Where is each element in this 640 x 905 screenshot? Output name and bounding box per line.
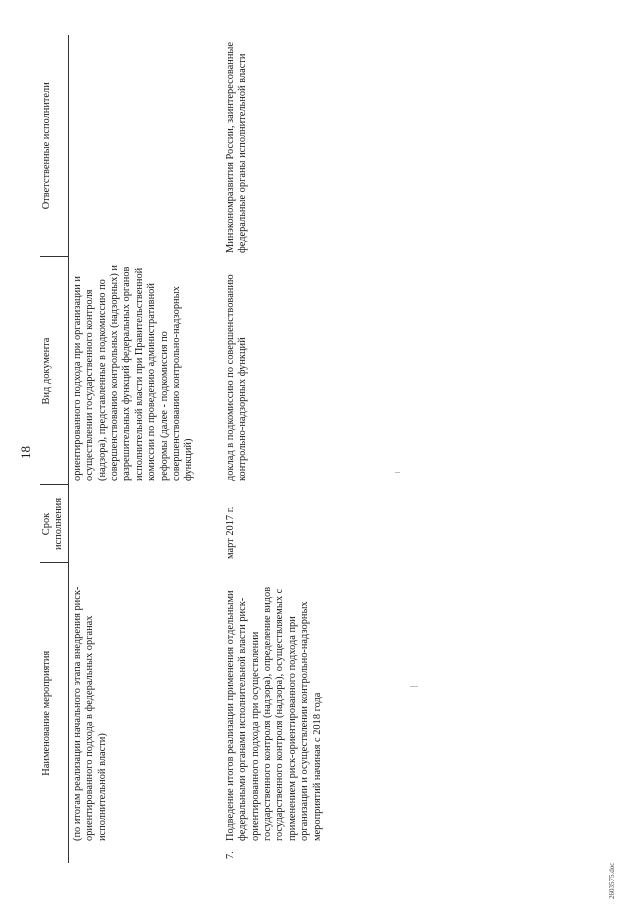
header-responsible: Ответственные исполнители bbox=[40, 35, 68, 257]
cell-doc-type: ориентированного подхода при организации и осуществлении государственного контроля (надзора), представленные в подкомиссию по совершенствованию контрольных (надзорных) и разрешительных функций федеральных органов исполнительной власти при Правительственной комиссии по проведению административной реформы (далее - подкомиссия по совершенствованию контрольно-надзорных функций) bbox=[71, 265, 195, 481]
scan-speck bbox=[410, 686, 418, 687]
cell-responsible: Минэкономразвития России, заинтересованные федеральные органы исполнительной власти bbox=[224, 42, 249, 253]
row-name: (по итогам реализации начального этапа внедрения риск-ориентированного подхода в федеральных органах исполнительной власти) bbox=[71, 586, 108, 841]
header-deadline: Срок исполнения bbox=[40, 485, 68, 563]
row-number: 7. bbox=[224, 851, 236, 859]
row-number bbox=[72, 841, 109, 859]
cell-name bbox=[68, 563, 222, 863]
header-doc-type: Вид документа bbox=[40, 257, 68, 485]
table-header-row bbox=[40, 35, 68, 863]
cell-deadline: март 2017 г. bbox=[224, 506, 236, 559]
cell-deadline bbox=[68, 485, 222, 563]
table-row bbox=[68, 35, 222, 863]
cell-name bbox=[222, 563, 324, 863]
header-name: Наименование мероприятия bbox=[40, 563, 68, 863]
page-number: 18 bbox=[18, 446, 33, 459]
action-plan-table bbox=[40, 35, 324, 863]
cell-responsible bbox=[68, 35, 222, 257]
table-row bbox=[222, 35, 324, 863]
scan-speck bbox=[395, 472, 400, 473]
cell-doc-type: доклад в подкомиссию по совершенствованию контрольно-надзорных функций bbox=[224, 274, 249, 481]
document-file-id: 2603575.doc bbox=[608, 862, 616, 899]
row-name: Подведение итогов реализации применения отдельными федеральными органами исполнительной власти риск-ориентированного подхода при осуществлении государственного контроля (надзора), определение видов государственного контроля (надзора), осуществляемых с применением риск-ориентированного подхода при организации и осуществлении контрольно-надзорных мероприятий начиная с 2018 года bbox=[224, 586, 323, 841]
